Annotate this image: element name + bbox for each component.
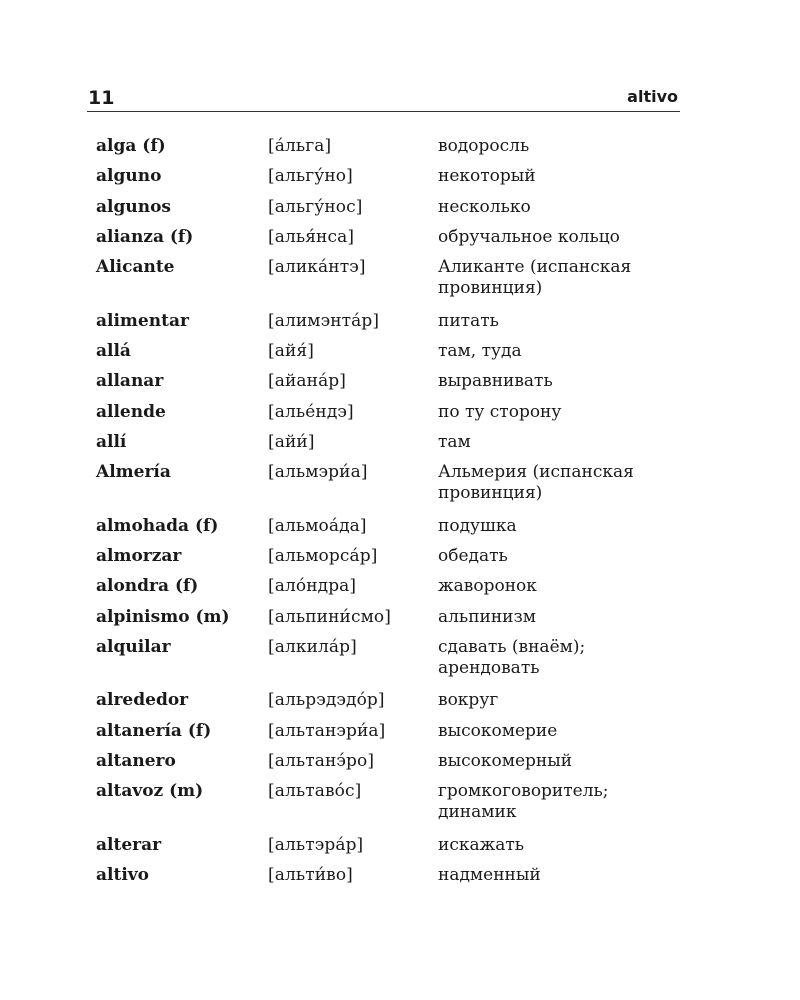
- entry-translation: по ту сторону: [438, 401, 562, 422]
- entry-row: [96, 546, 696, 567]
- entry-translation: Альмерия (испанская провинция): [438, 462, 634, 504]
- entry-translation: там: [438, 431, 471, 452]
- entry-pronunciation: [айя́]: [268, 340, 314, 361]
- entry-pronunciation: [айана́р]: [268, 371, 347, 392]
- entry-word: alguno: [96, 166, 162, 187]
- entry-list: [96, 136, 696, 895]
- entry-translation: Аликанте (испанская провинция): [438, 257, 632, 299]
- entry-translation: там, туда: [438, 340, 522, 361]
- entry-row: [96, 462, 696, 504]
- entry-translation: выравнивать: [438, 371, 553, 392]
- entry-translation: искажать: [438, 834, 525, 855]
- running-head: altivo: [627, 87, 678, 106]
- page-header: [88, 86, 680, 108]
- entry-word: Alicante: [96, 257, 175, 278]
- entry-pronunciation: [альмоа́да]: [268, 515, 367, 536]
- entry-row: [96, 637, 696, 679]
- entry-row: [96, 835, 696, 856]
- entry-pronunciation: [альмэри́а]: [268, 462, 368, 483]
- entry-translation: высокомерный: [438, 750, 573, 771]
- entry-row: [96, 690, 696, 711]
- entry-word: alquilar: [96, 636, 171, 657]
- entry-pronunciation: [альпини́смо]: [268, 606, 391, 627]
- entry-word: altivo: [96, 865, 150, 886]
- entry-pronunciation: [альтэра́р]: [268, 834, 364, 855]
- entry-translation: громкоговоритель; динамик: [438, 781, 609, 823]
- entry-pronunciation: [ало́ндра]: [268, 576, 357, 597]
- entry-word: allí: [96, 431, 127, 452]
- entry-word: Almería: [96, 462, 171, 483]
- entry-pronunciation: [альтанэри́а]: [268, 720, 386, 741]
- entry-row: [96, 197, 696, 218]
- entry-translation: надменный: [438, 865, 541, 886]
- entry-translation: водоросль: [438, 136, 530, 156]
- entry-translation: обедать: [438, 545, 508, 566]
- entry-row: [96, 371, 696, 392]
- entry-pronunciation: [алкила́р]: [268, 636, 357, 657]
- entry-word: allanar: [96, 371, 164, 392]
- entry-pronunciation: [альти́во]: [268, 865, 353, 886]
- entry-word: altavoz (m): [96, 781, 204, 802]
- entry-row: [96, 136, 696, 157]
- entry-pronunciation: [альрэдэдо́р]: [268, 690, 385, 711]
- entry-word: almorzar: [96, 545, 182, 566]
- entry-row: [96, 227, 696, 248]
- entry-translation: вокруг: [438, 690, 499, 711]
- entry-row: [96, 402, 696, 423]
- entry-pronunciation: [альтаво́с]: [268, 781, 362, 802]
- entry-row: [96, 257, 696, 299]
- entry-word: algunos: [96, 196, 171, 217]
- entry-pronunciation: [альтанэ́ро]: [268, 750, 375, 771]
- entry-translation: жаворонок: [438, 576, 537, 597]
- entry-translation: несколько: [438, 196, 531, 217]
- entry-translation: высокомерие: [438, 720, 558, 741]
- entry-pronunciation: [айи́]: [268, 431, 315, 452]
- entry-translation: сдавать (внаём); арендовать: [438, 636, 586, 678]
- entry-row: [96, 432, 696, 453]
- entry-word: alterar: [96, 834, 162, 855]
- entry-row: [96, 341, 696, 362]
- entry-word: altanero: [96, 750, 176, 771]
- entry-word: allá: [96, 340, 131, 361]
- entry-translation: альпинизм: [438, 606, 537, 627]
- entry-pronunciation: [альморса́р]: [268, 545, 378, 566]
- entry-pronunciation: [алика́нтэ]: [268, 257, 366, 278]
- entry-pronunciation: [алимэнта́р]: [268, 310, 380, 331]
- entry-pronunciation: [а́льга]: [268, 136, 332, 156]
- entry-row: [96, 576, 696, 597]
- entry-word: alimentar: [96, 310, 189, 331]
- entry-word: alrededor: [96, 690, 189, 711]
- entry-translation: подушка: [438, 515, 517, 536]
- entry-word: alianza (f): [96, 226, 194, 247]
- entry-row: [96, 721, 696, 742]
- entry-word: almohada (f): [96, 515, 219, 536]
- entry-row: [96, 607, 696, 628]
- entry-translation: питать: [438, 310, 499, 331]
- entry-word: alga (f): [96, 136, 166, 156]
- header-rule: [87, 111, 680, 112]
- entry-word: altanería (f): [96, 720, 212, 741]
- entry-row: [96, 751, 696, 772]
- entry-word: alondra (f): [96, 576, 199, 597]
- entry-translation: некоторый: [438, 166, 536, 187]
- entry-translation: обручальное кольцо: [438, 226, 620, 247]
- entry-row: [96, 781, 696, 823]
- entry-row: [96, 166, 696, 187]
- entry-row: [96, 311, 696, 332]
- entry-pronunciation: [альгу́нос]: [268, 196, 363, 217]
- entry-row: [96, 865, 696, 886]
- entry-pronunciation: [алье́ндэ]: [268, 401, 354, 422]
- entry-word: alpinismo (m): [96, 606, 230, 627]
- entry-word: allende: [96, 401, 166, 422]
- page-number: 11: [88, 87, 115, 109]
- entry-pronunciation: [альгу́но]: [268, 166, 353, 187]
- entry-row: [96, 516, 696, 537]
- entry-pronunciation: [алья́нса]: [268, 226, 355, 247]
